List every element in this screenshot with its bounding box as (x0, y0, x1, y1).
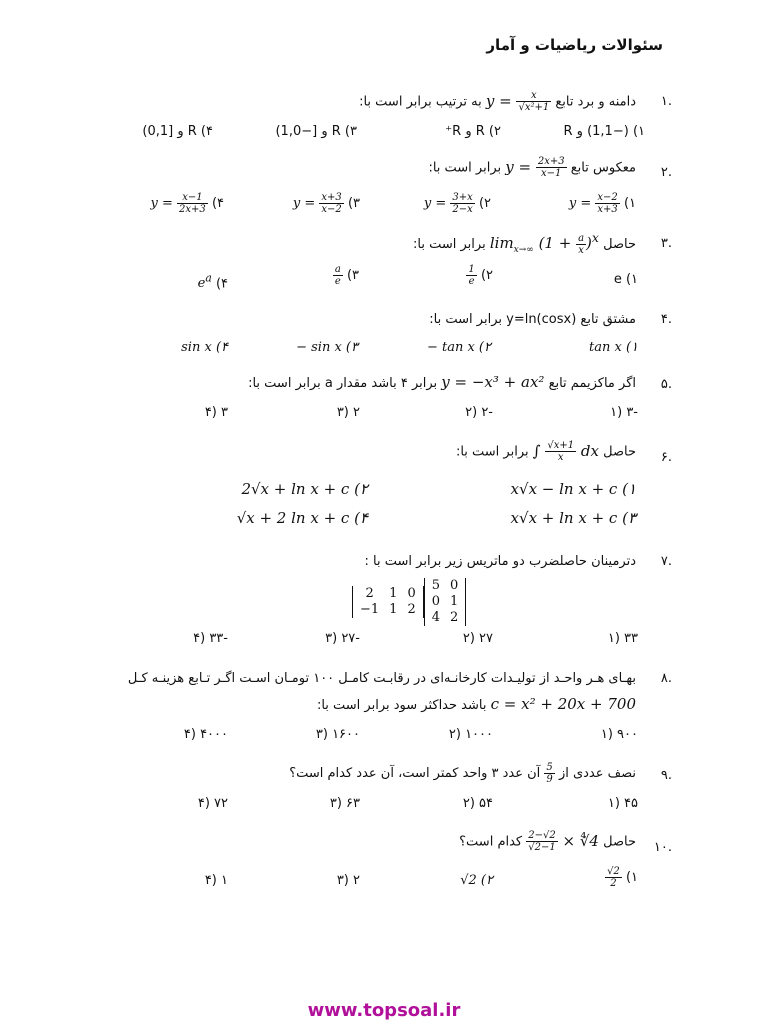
option-1[interactable]: ۱) (−1,1) و R (563, 124, 645, 139)
question-text: بهـای هـر واحـد از تولیـدات کارخانـه‌ای در رقابـت کامـل ۱۰۰ تومـان اسـت اگـر تـابع هزینـه کـل (127, 671, 636, 686)
option-4[interactable]: √x + 2 ln x + c (۴ (236, 509, 368, 527)
option-1[interactable]: tan x (۱ (589, 340, 638, 355)
question-text: حاصل ∫ $\frac{√x+1}{x}$ dx برابر است با: (455, 440, 636, 463)
option-1[interactable]: ۳۳ (۱ (607, 631, 638, 646)
question-number: .۲ (660, 165, 672, 180)
question-number: .۳ (660, 236, 672, 251)
option-4[interactable]: -۳۳ (۴ (193, 631, 228, 646)
option-1[interactable]: ۱) y = $\frac{x-2}{x+3}$ (568, 192, 636, 215)
option-1[interactable]: ۱) $\frac{√2}{2}$ (607, 866, 638, 889)
formula: ∫ $\frac{√x+1}{x}$ dx (532, 440, 599, 463)
question-number: .۱ (660, 94, 672, 109)
option-1[interactable]: e (۱ (613, 272, 638, 287)
website-link[interactable]: www.topsoal.ir (307, 1000, 461, 1021)
question-number: .۹ (660, 768, 672, 783)
option-4[interactable]: ۷۲ (۴ (197, 796, 228, 811)
option-3[interactable]: ۲ (۳ (336, 405, 360, 420)
option-1[interactable]: ۴۵ (۱ (607, 796, 638, 811)
option-3[interactable]: ۳) R و [−1,0) (275, 124, 357, 139)
option-4[interactable]: ۴) y = $\frac{x-1}{2x+3}$ (150, 192, 224, 215)
question-number: .۷ (660, 554, 672, 569)
formula: y = $\frac{x}{\text{√x²+1}}$ (485, 90, 550, 113)
option-2[interactable]: ۱۰۰۰ (۲ (448, 727, 493, 742)
option-3[interactable]: -۲۷ (۳ (325, 631, 360, 646)
option-2[interactable]: ۲) $\frac{1}{e}$ (468, 264, 493, 287)
option-2[interactable]: ۲) R و R⁺ (445, 124, 501, 139)
matrix-product (352, 578, 466, 626)
formula: $\lim_{x\to\infty} (1$ + $\frac{a}{x}$ )$^x$ (489, 230, 599, 256)
question-text: حاصل $\lim_{x\to\infty} (1$ + $\frac{a}{x}$ )$^x$ برابر است با: (413, 230, 636, 256)
option-3[interactable]: ۶۳ (۳ (329, 796, 360, 811)
option-3[interactable]: ۳) y = $\frac{x+3}{x-2}$ (292, 192, 360, 215)
option-3[interactable]: ۲ (۳ (336, 873, 360, 888)
option-2[interactable]: √2 (۲ (460, 873, 493, 888)
question-text: دترمینان حاصلضرب دو ماتریس زیر برابر است با : (364, 554, 636, 569)
option-4[interactable]: sin x (۴ (181, 340, 228, 355)
formula: y = $\frac{2x+3}{x-1}$ (505, 156, 565, 179)
formula: $\frac{2-√2}{√2-1}$ × ∜4 (528, 830, 599, 853)
question-number: .۱۰ (653, 840, 672, 855)
matrix-a: 2 1 0 −1 1 2 (352, 586, 424, 618)
formula: c = x² + 20x + 700 (490, 695, 636, 713)
question-number: .۴ (660, 312, 672, 327)
option-3[interactable]: ۳) $\frac{a}{e}$ (334, 264, 359, 287)
option-4[interactable]: ۴۰۰۰ (۴ (183, 727, 228, 742)
option-2[interactable]: − tan x (۲ (426, 340, 491, 355)
option-4[interactable]: ۱ (۴ (204, 873, 228, 888)
question-text-line-2: c = x² + 20x + 700 باشد حداکثر سود برابر است با: (316, 695, 636, 713)
matrix-b: 5 0 0 1 4 2 (424, 578, 467, 626)
question-text: مشتق تابع y=ln(cosx) برابر است با: (429, 312, 636, 327)
option-3[interactable]: x√x + ln x + c (۳ (510, 509, 636, 527)
option-1[interactable]: -۳ (۱ (610, 405, 638, 420)
option-2[interactable]: 2√x + ln x + c (۲ (241, 480, 368, 498)
question-text: اگر ماکزیمم تابع y = −x³ + ax² برابر ۴ باشد مقدار a برابر است با: (248, 373, 636, 391)
question-number: .۶ (660, 450, 672, 465)
option-1[interactable]: ۹۰۰ (۱ (600, 727, 638, 742)
question-number: .۸ (660, 671, 672, 686)
question-text: دامنه و برد تابع y = $\frac{x}{\text{√x²+1}}$ به ترتیب برابر است با: (359, 90, 636, 113)
option-4[interactable]: ۳ (۴ (204, 405, 228, 420)
option-3[interactable]: ۱۶۰۰ (۳ (315, 727, 360, 742)
page-title: سئوالات ریاضیات و آمار (486, 36, 663, 54)
formula: $\frac{5}{9}$ (546, 762, 553, 785)
option-1[interactable]: x√x − ln x + c (۱ (510, 480, 636, 498)
option-2[interactable]: ۵۴ (۲ (462, 796, 493, 811)
question-text: نصف عددی از $\frac{5}{9}$ آن عدد ۳ واحد کمتر است، آن عدد کدام است؟ (289, 762, 636, 785)
question-number: .۵ (660, 377, 672, 392)
question-text: معکوس تابع y = $\frac{2x+3}{x-1}$ برابر است با: (428, 156, 636, 179)
option-4[interactable]: ۴) R و [0,1) (142, 124, 213, 139)
formula: y = −x³ + ax² (441, 373, 545, 391)
option-2[interactable]: -۲ (۲ (465, 405, 493, 420)
option-2[interactable]: ۲) y = $\frac{3+x}{2-x}$ (423, 192, 491, 215)
option-2[interactable]: ۲۷ (۲ (462, 631, 493, 646)
option-3[interactable]: − sin x (۳ (296, 340, 358, 355)
question-text: حاصل $\frac{2-√2}{√2-1}$ × ∜4 کدام است؟ (459, 830, 636, 853)
option-4[interactable]: ۴) $e^a$ (197, 272, 228, 292)
